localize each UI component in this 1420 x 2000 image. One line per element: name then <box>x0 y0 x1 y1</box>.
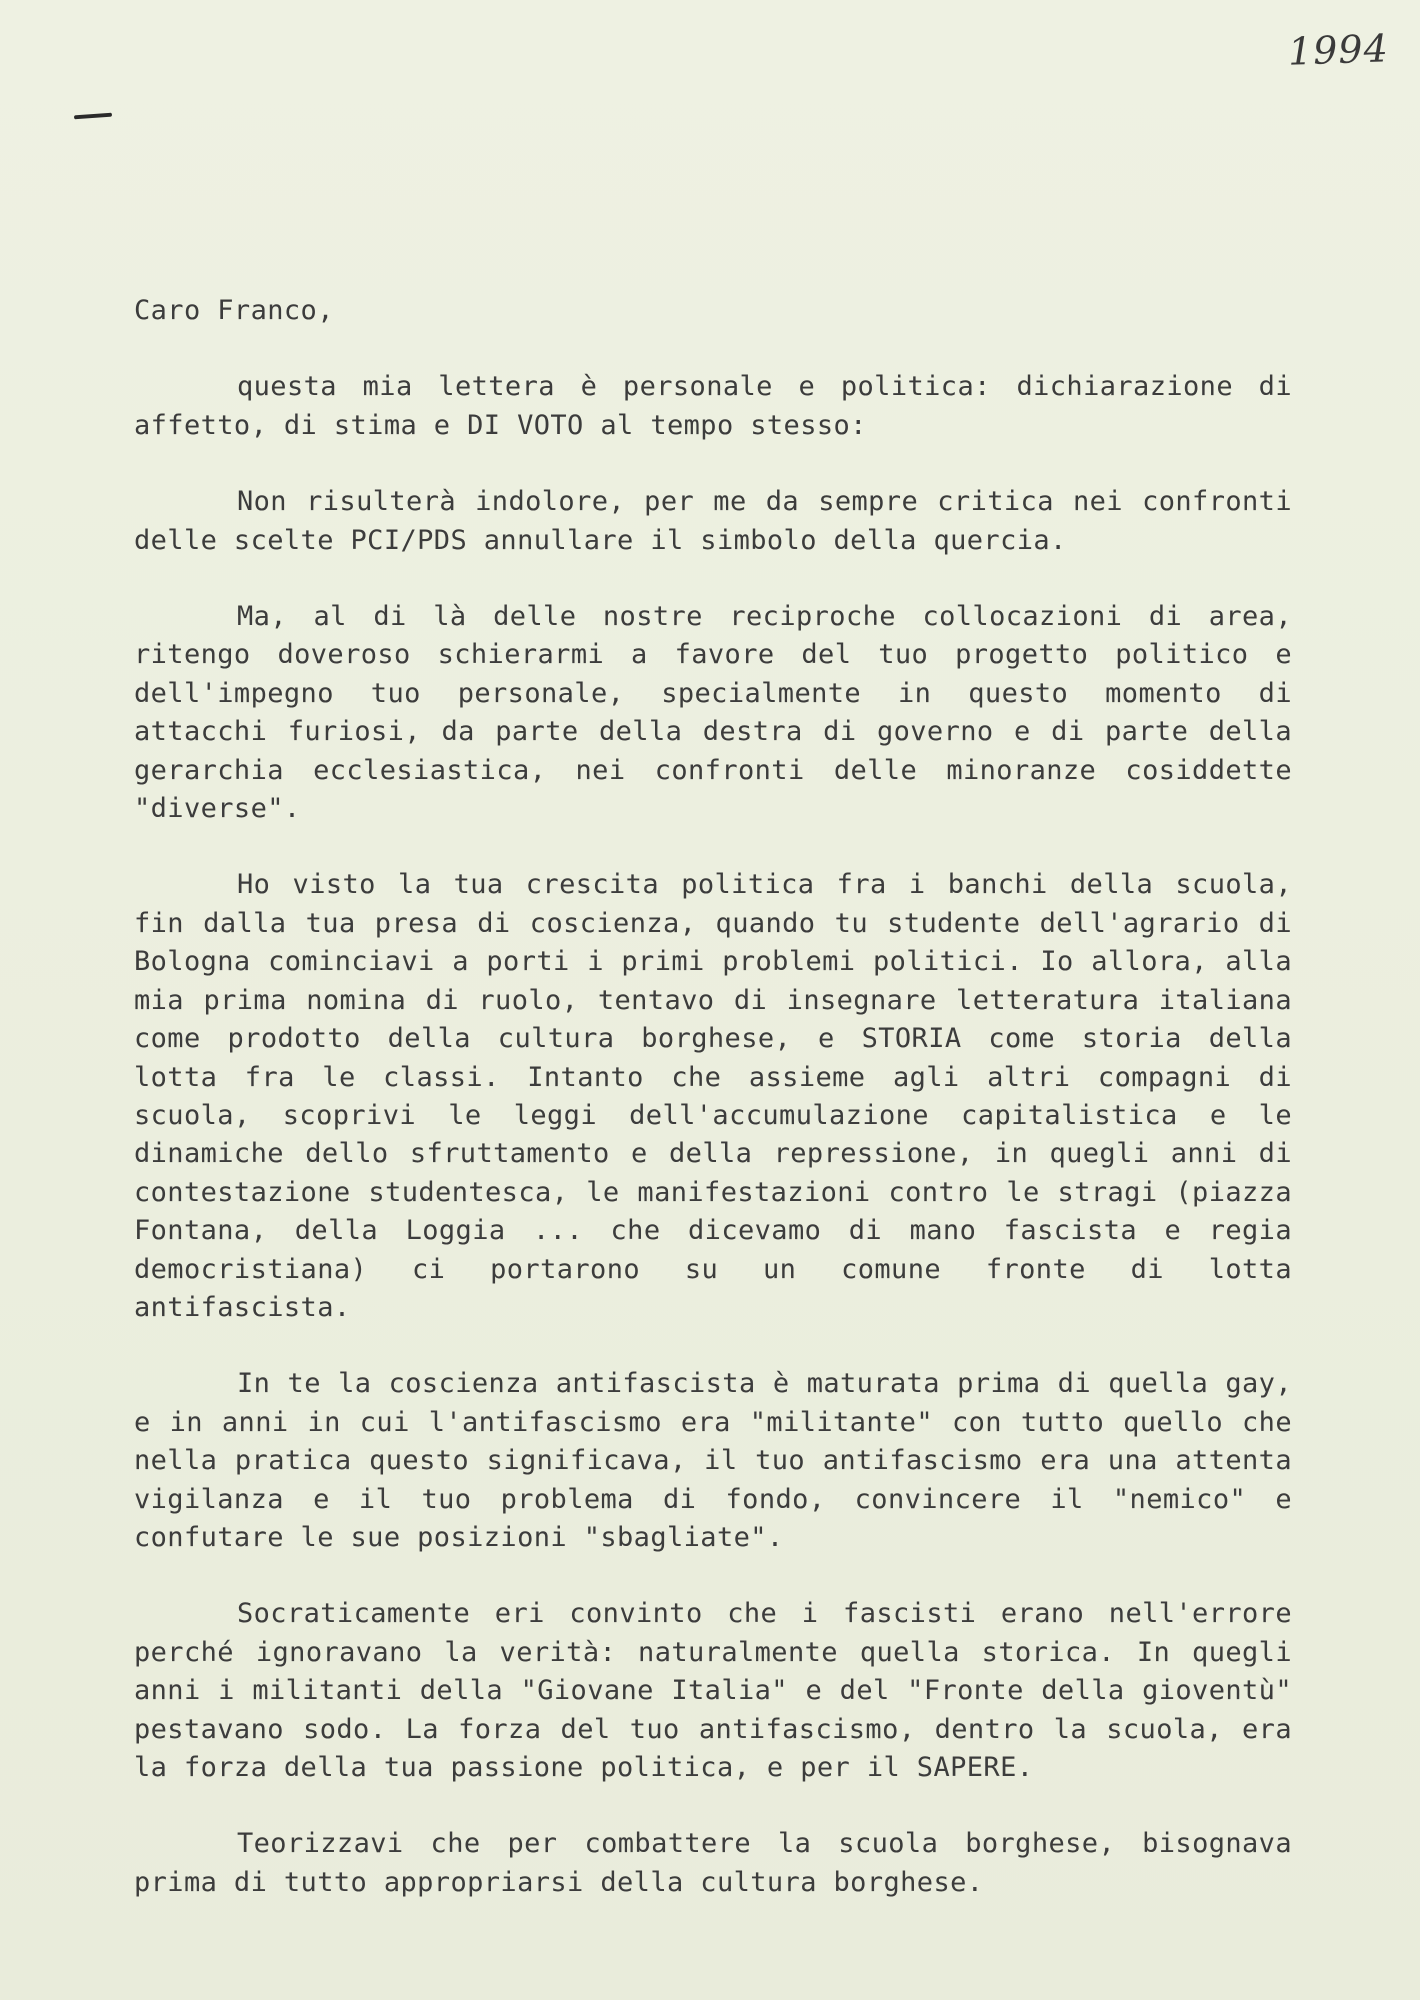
paragraph-3: Ma, al di là delle nostre reciproche collocazioni di area, ritengo doveroso schierarmi a favore del tuo progetto politico e dell'impegno tuo personale, specialmente in questo momento di attacchi furiosi, da parte della destra di governo e di parte della gerarchia ecclesiastica, nei confronti delle minoranze cosiddette "diverse". <box>134 601 1292 825</box>
letter-body <box>134 292 1292 1902</box>
paragraph-2: Non risulterà indolore, per me da sempre critica nei confronti delle scelte PCI/PDS annullare il simbolo della quercia. <box>134 486 1292 556</box>
paragraph-1: questa mia lettera è personale e politica: dichiarazione di affetto, di stima e DI VOTO al tempo stesso: <box>134 371 1292 441</box>
paragraph-7: Teorizzavi che per combattere la scuola borghese, bisognava prima di tutto appropriarsi della cultura borghese. <box>134 1828 1292 1898</box>
paragraph-5: In te la coscienza antifascista è maturata prima di quella gay, e in anni in cui l'antifascismo era "militante" con tutto quello che nella pratica questo significava, il tuo antifascismo era una attenta vigilanza e il tuo problema di fondo, convincere il "nemico" e confutare le sue posizioni "sbagliate". <box>134 1368 1292 1553</box>
paragraph-4: Ho visto la tua crescita politica fra i banchi della scuola, fin dalla tua presa di coscienza, quando tu studente dell'agrario di Bologna cominciavi a porti i primi problemi politici. Io allora, alla mia prima nomina di ruolo, tentavo di insegnare letteratura italiana come prodotto della cultura borghese, e STORIA come storia della lotta fra le classi. Intanto che assieme agli altri compagni di scuola, scoprivi le leggi dell'accumulazione capitalistica e le dinamiche dello sfruttamento e della repressione, in quegli anni di contestazione studentesca, le manifestazioni contro le stragi (piazza Fontana, della Loggia ... che dicevamo di mano fascista e regia democristiana) ci portarono su un comune fronte di lotta antifascista. <box>134 869 1292 1323</box>
salutation: Caro Franco, <box>134 295 334 326</box>
paragraph-6: Socraticamente eri convinto che i fascisti erano nell'errore perché ignoravano la verità: naturalmente quella storica. In quegli anni i militanti della "Giovane Italia" e del "Fronte della gioventù" pestavano sodo. La forza del tuo antifascismo, dentro la scuola, era la forza della tua passione politica, e per il SAPERE. <box>134 1598 1292 1783</box>
margin-dash-mark <box>74 113 112 120</box>
handwritten-year-note: 1994 <box>1287 26 1390 74</box>
